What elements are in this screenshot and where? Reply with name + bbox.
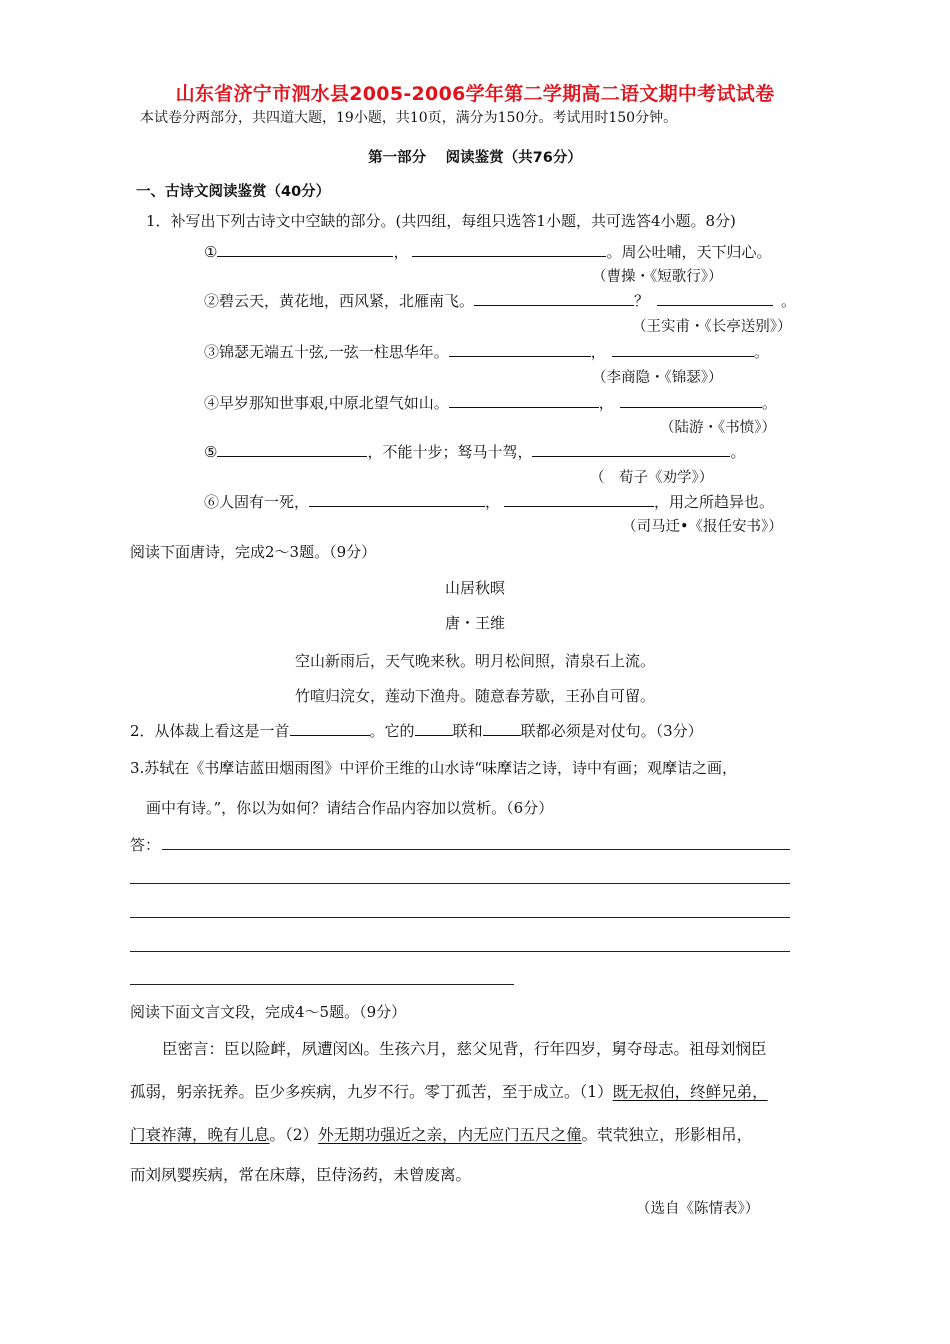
question-1-stem: 1．补写出下列古诗文中空缺的部分。(共四组，每组只选答1小题，共可选答4小题。8分) [146, 212, 736, 230]
fill-blank[interactable] [309, 492, 485, 507]
fill-blank[interactable] [504, 492, 654, 507]
question-2: 2．从体裁上看这是一首 。它的 联和 联都必须是对仗句。（3分） [130, 722, 703, 740]
part-heading: 第一部分 阅读鉴赏（共76分） [368, 150, 582, 166]
poem-title: 山居秋暝 [444, 579, 505, 597]
answer-label: 答： [130, 836, 161, 854]
q1-item-5-source: （ 荀子《劝学》） [590, 470, 714, 486]
exam-intro: 本试卷分两部分，共四道大题，19小题，共10页，满分为150分。考试用时150分钟。 [140, 110, 678, 126]
prose-line-4: 而刘夙婴疾病，常在床蓐，臣侍汤药，未曾废离。 [130, 1166, 472, 1184]
q1-item-1-source: （曹操・《短歌行》） [592, 269, 723, 285]
answer-line[interactable] [130, 984, 514, 985]
poem-line-2: 竹喧归浣女，莲动下渔舟。随意春芳歇，王孙自可留。 [294, 687, 655, 705]
fill-blank[interactable] [474, 291, 634, 306]
q1-item-2-source: （王实甫・《长亭送别》） [632, 319, 792, 335]
q1-item-4: ④早岁那知世事艰,中原北望气如山。 ， 。 [204, 394, 777, 412]
q1-item-6-source: （司马迁•《报任安书》） [622, 519, 783, 535]
prose-line-3: 门衰祚薄，晚有儿息。（2）外无期功强近之亲，内无应门五尺之僮。茕茕独立，形影相吊， [130, 1126, 753, 1144]
fill-blank[interactable] [612, 342, 754, 357]
poem-instructions: 阅读下面唐诗，完成2～3题。（9分） [130, 543, 377, 561]
fill-blank[interactable] [449, 393, 599, 408]
q1-item-1: ① ， 。周公吐哺，天下归心。 [204, 243, 772, 261]
prose-source: （选自《陈情表》） [636, 1201, 760, 1217]
q1-item-2: ②碧云天，黄花地，西风紧，北雁南飞。 ？ 。 [204, 292, 797, 310]
q1-item-5: ⑤ ，不能十步；驽马十驾， 。 [204, 443, 746, 461]
question-3-line-1: 3.苏轼在《书摩诘蓝田烟雨图》中评价王维的山水诗“味摩诘之诗，诗中有画；观摩诘之画， [130, 759, 737, 777]
fill-blank[interactable] [620, 393, 762, 408]
fill-blank[interactable] [449, 342, 591, 357]
q1-item-4-source: （陆游・《书愤》） [660, 420, 776, 436]
answer-line[interactable] [130, 917, 790, 918]
poem-author: 唐・王维 [444, 614, 505, 632]
fill-blank[interactable] [415, 721, 453, 736]
underlined-sentence-1: 既无叔伯，终鲜兄弟， [612, 1083, 768, 1101]
fill-blank[interactable] [290, 721, 370, 736]
exam-title: 山东省济宁市泗水县2005-2006学年第二学期高二语文期中考试试卷 [175, 83, 775, 105]
fill-blank[interactable] [217, 442, 367, 457]
q1-item-3: ③锦瑟无端五十弦,一弦一柱思华年。 ， 。 [204, 343, 769, 361]
fill-blank[interactable] [483, 721, 521, 736]
section-heading: 一、古诗文阅读鉴赏（40分） [136, 184, 331, 200]
underlined-sentence-1-cont: 门衰祚薄，晚有儿息 [130, 1126, 270, 1144]
prose-instructions: 阅读下面文言文段，完成4～5题。（9分） [130, 1003, 407, 1021]
fill-blank[interactable] [532, 442, 730, 457]
answer-line[interactable] [130, 951, 790, 952]
fill-blank[interactable] [217, 242, 393, 257]
fill-blank[interactable] [412, 242, 606, 257]
prose-line-2: 孤弱，躬亲抚养。臣少多疾病，九岁不行。零丁孤苦，至于成立。（1）既无叔伯，终鲜兄弟， [130, 1083, 768, 1101]
question-3-line-2: 画中有诗。”，你以为如何？请结合作品内容加以赏析。（6分） [146, 799, 554, 817]
q1-item-3-source: （李商隐・《锦瑟》） [592, 370, 723, 386]
fill-blank[interactable] [657, 291, 773, 306]
answer-line[interactable] [162, 849, 790, 850]
underlined-sentence-2: 外无期功强近之亲，内无应门五尺之僮 [318, 1126, 582, 1144]
poem-line-1: 空山新雨后，天气晚来秋。明月松间照，清泉石上流。 [294, 652, 655, 670]
q1-item-6: ⑥人固有一死， ， ，用之所趋异也。 [204, 493, 775, 511]
answer-line[interactable] [130, 883, 790, 884]
prose-line-1: 臣密言：臣以险衅，夙遭闵凶。生孩六月，慈父见背，行年四岁，舅夺母志。祖母刘悯臣 [162, 1040, 767, 1058]
